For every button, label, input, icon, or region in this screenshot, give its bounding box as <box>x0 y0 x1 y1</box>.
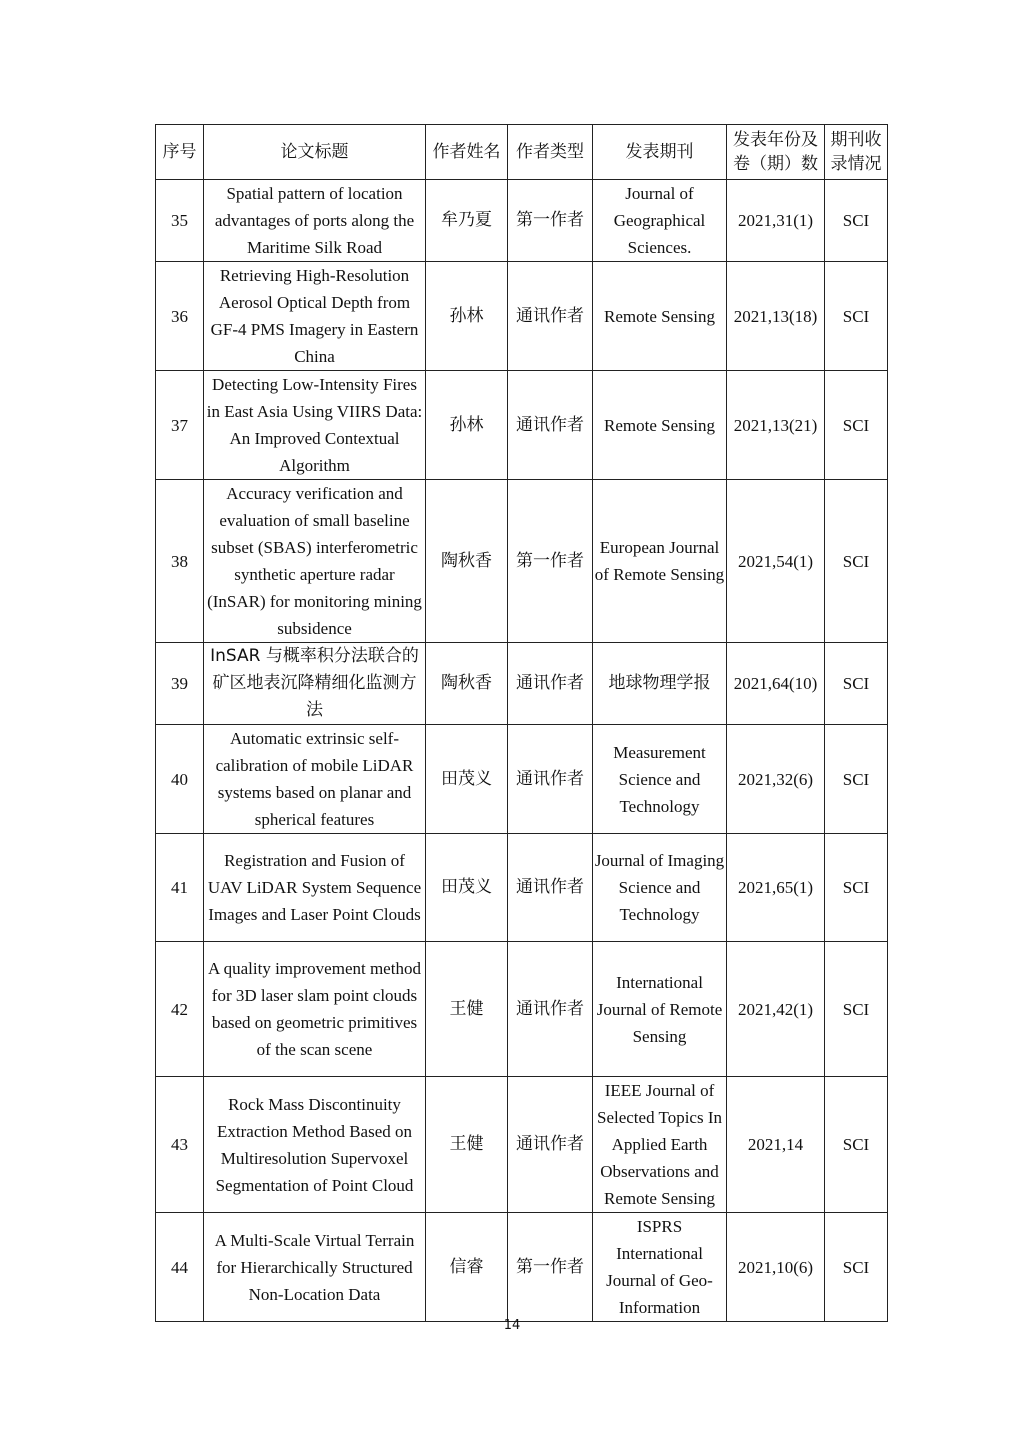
cell-indexing: SCI <box>825 942 888 1077</box>
cell-author-type: 通讯作者 <box>508 1077 593 1213</box>
cell-title: Retrieving High-Resolution Aerosol Optical Depth from GF-4 PMS Imagery in Eastern China <box>204 262 426 371</box>
cell-no: 36 <box>156 262 204 371</box>
cell-journal: European Journal of Remote Sensing <box>593 480 727 643</box>
cell-indexing: SCI <box>825 180 888 262</box>
cell-author: 王健 <box>426 942 508 1077</box>
table-row <box>156 480 888 643</box>
cell-title: A Multi-Scale Virtual Terrain for Hierarchically Structured Non-Location Data <box>204 1213 426 1322</box>
cell-year-vol: 2021,10(6) <box>727 1213 825 1322</box>
header-title: 论文标题 <box>204 125 426 180</box>
cell-author: 王健 <box>426 1077 508 1213</box>
header-journal: 发表期刊 <box>593 125 727 180</box>
cell-title: InSAR 与概率积分法联合的矿区地表沉降精细化监测方法 <box>204 643 426 725</box>
cell-author: 孙林 <box>426 262 508 371</box>
cell-no: 37 <box>156 371 204 480</box>
cell-year-vol: 2021,54(1) <box>727 480 825 643</box>
cell-no: 44 <box>156 1213 204 1322</box>
cell-indexing: SCI <box>825 262 888 371</box>
cell-journal: Journal of Geographical Sciences. <box>593 180 727 262</box>
cell-journal: IEEE Journal of Selected Topics In Applied Earth Observations and Remote Sensing <box>593 1077 727 1213</box>
table-row <box>156 262 888 371</box>
cell-indexing: SCI <box>825 1213 888 1322</box>
cell-year-vol: 2021,42(1) <box>727 942 825 1077</box>
cell-indexing: SCI <box>825 834 888 942</box>
cell-journal: International Journal of Remote Sensing <box>593 942 727 1077</box>
table-row <box>156 834 888 942</box>
cell-author: 陶秋香 <box>426 643 508 725</box>
cell-author-type: 通讯作者 <box>508 643 593 725</box>
cell-indexing: SCI <box>825 480 888 643</box>
table-header-row <box>156 125 888 180</box>
header-no: 序号 <box>156 125 204 180</box>
cell-journal: Journal of Imaging Science and Technology <box>593 834 727 942</box>
cell-title: Spatial pattern of location advantages of ports along the Maritime Silk Road <box>204 180 426 262</box>
cell-indexing: SCI <box>825 1077 888 1213</box>
cell-year-vol: 2021,13(21) <box>727 371 825 480</box>
cell-author-type: 通讯作者 <box>508 942 593 1077</box>
cell-no: 39 <box>156 643 204 725</box>
cell-author-type: 通讯作者 <box>508 725 593 834</box>
cell-no: 38 <box>156 480 204 643</box>
cell-author-type: 通讯作者 <box>508 262 593 371</box>
header-year-vol: 发表年份及卷（期）数 <box>727 125 825 180</box>
cell-title: Detecting Low-Intensity Fires in East Asia Using VIIRS Data: An Improved Contextual Algorithm <box>204 371 426 480</box>
cell-author: 孙林 <box>426 371 508 480</box>
table-row <box>156 1077 888 1213</box>
cell-author-type: 第一作者 <box>508 180 593 262</box>
cell-no: 41 <box>156 834 204 942</box>
cell-indexing: SCI <box>825 725 888 834</box>
page-number: 14 <box>503 1318 521 1333</box>
header-author-type: 作者类型 <box>508 125 593 180</box>
cell-journal: Remote Sensing <box>593 262 727 371</box>
cell-no: 42 <box>156 942 204 1077</box>
table-row <box>156 942 888 1077</box>
cell-title: Automatic extrinsic self-calibration of mobile LiDAR systems based on planar and spherical features <box>204 725 426 834</box>
cell-no: 40 <box>156 725 204 834</box>
cell-author: 田茂义 <box>426 834 508 942</box>
cell-title: Rock Mass Discontinuity Extraction Method Based on Multiresolution Supervoxel Segmentation of Point Cloud <box>204 1077 426 1213</box>
header-author: 作者姓名 <box>426 125 508 180</box>
table-row <box>156 725 888 834</box>
cell-author: 信睿 <box>426 1213 508 1322</box>
cell-author: 陶秋香 <box>426 480 508 643</box>
cell-title: A quality improvement method for 3D laser slam point clouds based on geometric primitives of the scan scene <box>204 942 426 1077</box>
table-row <box>156 643 888 725</box>
cell-year-vol: 2021,14 <box>727 1077 825 1213</box>
header-indexing: 期刊收录情况 <box>825 125 888 180</box>
cell-year-vol: 2021,65(1) <box>727 834 825 942</box>
cell-author-type: 通讯作者 <box>508 371 593 480</box>
table-row <box>156 371 888 480</box>
cell-journal: 地球物理学报 <box>593 643 727 725</box>
cell-author-type: 第一作者 <box>508 480 593 643</box>
cell-year-vol: 2021,64(10) <box>727 643 825 725</box>
cell-indexing: SCI <box>825 643 888 725</box>
cell-author-type: 通讯作者 <box>508 834 593 942</box>
cell-title: Registration and Fusion of UAV LiDAR System Sequence Images and Laser Point Clouds <box>204 834 426 942</box>
cell-journal: Measurement Science and Technology <box>593 725 727 834</box>
cell-year-vol: 2021,13(18) <box>727 262 825 371</box>
cell-no: 43 <box>156 1077 204 1213</box>
cell-title: Accuracy verification and evaluation of small baseline subset (SBAS) interferometric synthetic aperture radar (InSAR) for monitoring mining subsidence <box>204 480 426 643</box>
cell-indexing: SCI <box>825 371 888 480</box>
table-row <box>156 180 888 262</box>
cell-no: 35 <box>156 180 204 262</box>
table-row <box>156 1213 888 1322</box>
cell-year-vol: 2021,32(6) <box>727 725 825 834</box>
cell-author: 牟乃夏 <box>426 180 508 262</box>
cell-author-type: 第一作者 <box>508 1213 593 1322</box>
cell-year-vol: 2021,31(1) <box>727 180 825 262</box>
publications-table <box>155 124 888 1322</box>
cell-author: 田茂义 <box>426 725 508 834</box>
cell-journal: ISPRS International Journal of Geo-Information <box>593 1213 727 1322</box>
cell-journal: Remote Sensing <box>593 371 727 480</box>
